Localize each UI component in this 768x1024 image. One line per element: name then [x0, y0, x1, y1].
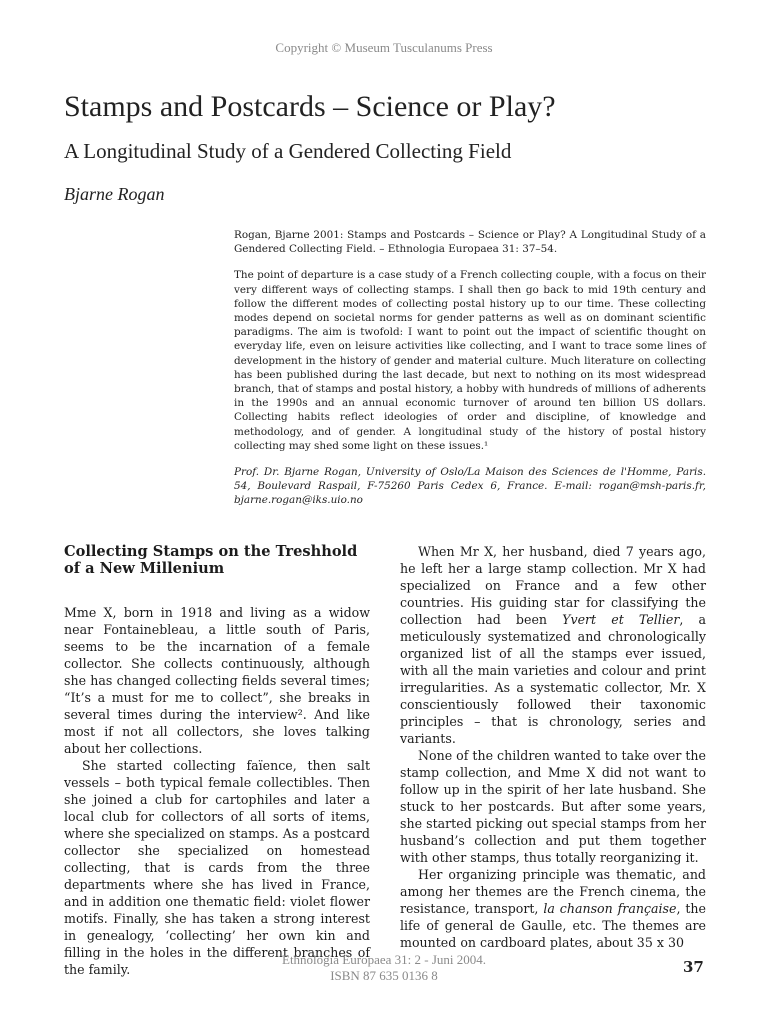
footer-info [0, 952, 768, 984]
abstract-text: The point of departure is a case study of a French collecting couple, with a focus on their very different ways of collecting stamps. I shall then go back to mid 19th century and follow the different modes of collecting postal history up to our time. These collecting modes depend on societal norms for gender patterns as well as on dominant scientific paradigms. The aim is twofold: I want to point out the impact of scientific thought on everyday life, even on leisure activities like collecting, and I want to trace some lines of development in the history of gender and material culture. Much literature on collecting has been published during the last decade, but next to nothing on its most widespread branch, that of stamps and postal history, a hobby with hundreds of millions of adherents in the 1990s and an annual economic turnover of around ten billion US dollars. Collecting habits reflect ideologies of order and discipline, of knowledge and methodology, and of gender. A longitudinal study of the history of postal history collecting may shed some light on these issues.¹ [234, 269, 706, 452]
body-paragraph: She started collecting faïence, then salt vessels – both typical female collectibles. Then she joined a club for cartophiles and later a local club for collectors of all sorts of items, where she specialized on stamps. As a postcard collector she specialized on homestead collecting, that is cards from the three departments where she has lived in France, and in addition one thematic field: violet flower motifs. Finally, she has taken a strong interest in genealogy, ‘collecting’ her own kin and filling in the holes in the different branches of the family. [64, 758, 370, 977]
emphasis-text: Yvert et Tellier [562, 612, 680, 627]
journal-info: Ethnologia Europaea 31: 2 - Juni 2004. [282, 952, 486, 967]
article-subtitle: A Longitudinal Study of a Gendered Collecting Field [64, 139, 512, 163]
body-paragraph [400, 866, 706, 951]
text-run: , a meticulously systematized and chronologically organized list of all the stamps ever issued, with all the main varieties and colour and print irregularities. As a systematic collector, Mr. X conscientiously followed their taxonomic principles – that is chronology, series and variants. [400, 612, 706, 746]
body-paragraph: None of the children wanted to take over the stamp collection, and Mme X did not want to follow up in the spirit of her late husband. She stuck to her postcards. But after some years, she started picking out special stamps from her husband’s collection and put them together with other stamps, thus totally reorganizing it. [400, 748, 706, 865]
article-title: Stamps and Postcards – Science or Play? [64, 90, 556, 123]
citation: Rogan, Bjarne 2001: Stamps and Postcards – Science or Play? A Longitudinal Study of a Gendered Collecting Field. – Ethnologia Europaea 31: 37–54. [234, 229, 706, 256]
article-author: Bjarne Rogan [64, 184, 165, 204]
text-run: When Mr X, her husband, died 7 years ago, he left her a large stamp collection. Mr X had specialized on France and a few other countries. His guiding star for classifying the collection had been [400, 544, 706, 627]
text-run: Her organizing principle was thematic, and among her themes are the French cinema, the resistance, transport, [400, 867, 706, 916]
body-paragraph: Mme X, born in 1918 and living as a widow near Fontainebleau, a little south of Paris, seems to be the incarnation of a female collector. She collects continuously, although she has changed collecting fields several times; “It’s a must for me to collect”, she breaks in several times during the interview². And like most if not all collectors, she loves talking about her collections. [64, 605, 370, 756]
abstract-block [234, 228, 706, 520]
text-run: , the life of general de Gaulle, etc. The themes are mounted on cardboard plates, about 35 x 30 [400, 901, 706, 950]
body-paragraph [400, 543, 706, 747]
emphasis-text: la chanson française [543, 901, 677, 916]
section-heading: Collecting Stamps on the Treshhold of a New Millenium [64, 543, 358, 577]
right-column [400, 543, 706, 951]
author-affiliation: Prof. Dr. Bjarne Rogan, University of Oslo/La Maison des Sciences de l'Homme, Paris. 54, Boulevard Raspail, F-75260 Paris Cedex 6, France. E-mail: rogan@msh-paris.fr, bjarne.rogan@iks.uio.no [234, 466, 706, 507]
page-number: 37 [683, 958, 704, 976]
left-column [64, 543, 370, 978]
copyright-notice: Copyright © Museum Tusculanums Press [275, 40, 493, 55]
isbn: ISBN 87 635 0136 8 [330, 968, 438, 983]
